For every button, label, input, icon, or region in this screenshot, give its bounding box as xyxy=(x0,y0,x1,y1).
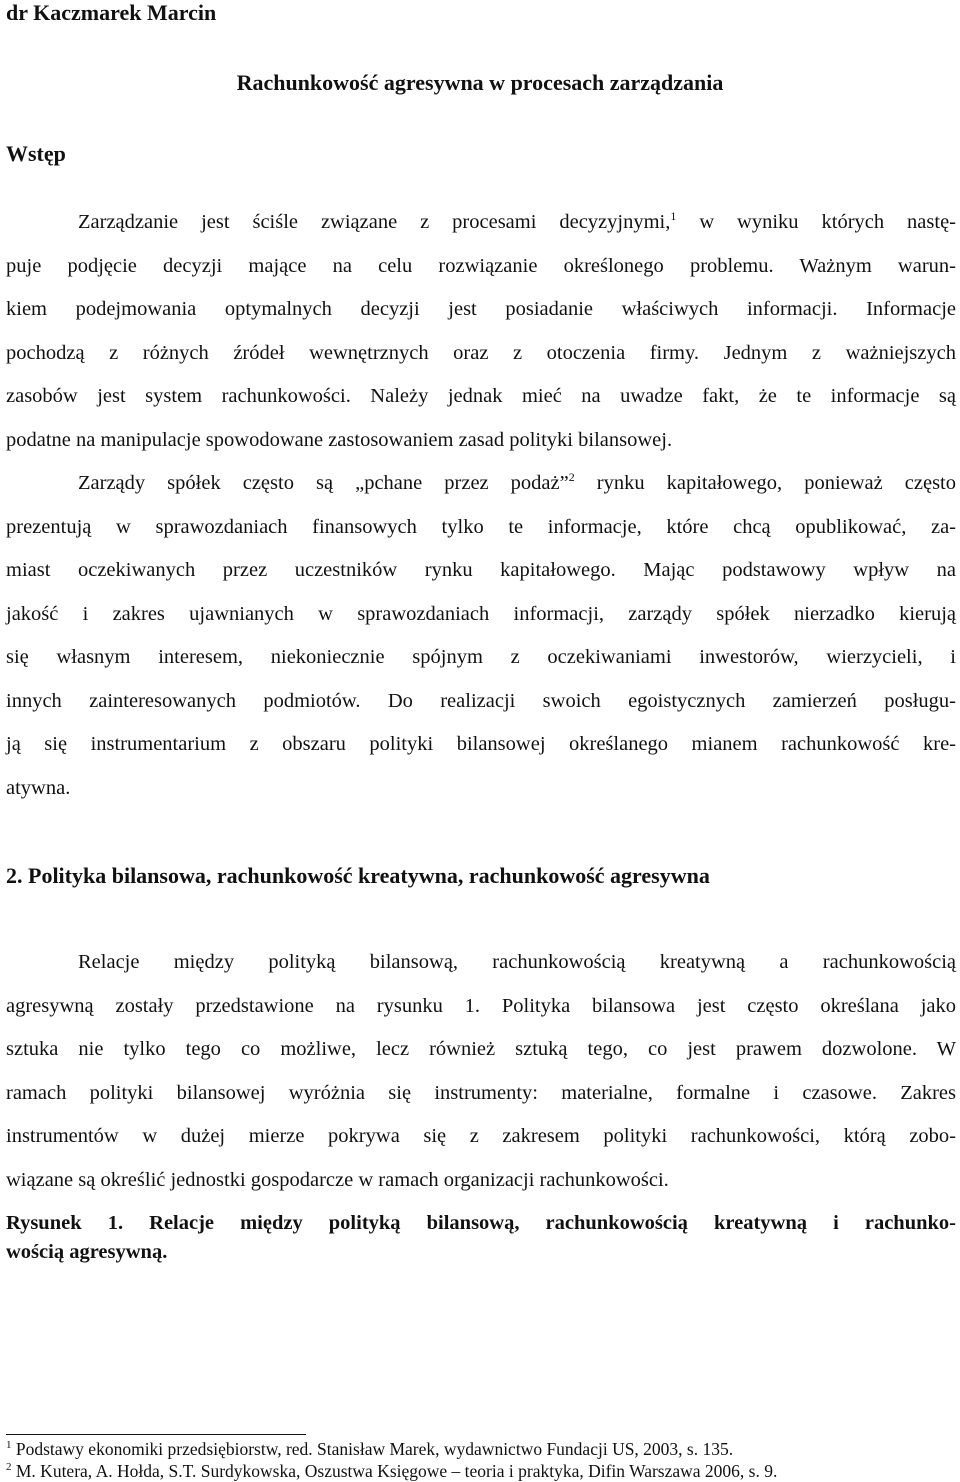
paragraph-line: instrumentów w dużej mierze pokrywa się z zakresem polityki rachunkowości, którą zobo- xyxy=(6,1125,956,1147)
paragraph-line: Zarządzanie jest ściśle związane z procesami decyzyjnymi,$^1$ w wyniku których nastę- xyxy=(78,209,956,233)
paragraph-line: ją się instrumentarium z obszaru polityki bilansowej określanego mianem rachunkowość kre- xyxy=(6,733,956,755)
author-name: dr Kaczmarek Marcin xyxy=(6,0,217,25)
paragraph-line: podatne na manipulacje spowodowane zastosowaniem zasad polityki bilansowej. xyxy=(6,428,673,451)
paragraph-line: pochodzą z różnych źródeł wewnętrznych oraz z otoczenia firmy. Jednym z ważniejszych xyxy=(6,341,956,364)
paragraph-line: agresywną zostały przedstawione na rysunku 1. Polityka bilansowa jest często określana jako xyxy=(6,994,956,1017)
footnote-1: $^1$ Podstawy ekonomiki przedsiębiorstw, red. Stanisław Marek, wydawnictwo Fundacji US, 2003, s. 135. xyxy=(6,1439,734,1459)
intro-paragraph-2 xyxy=(6,462,956,810)
paragraph-line: sztuka nie tylko tego co możliwe, lecz również sztuką tego, co jest prawem dozwolone. W xyxy=(6,1038,956,1060)
paragraph-line: atywna. xyxy=(6,776,71,799)
paragraph-line: innych zainteresowanych podmiotów. Do realizacji swoich egoistycznych zamierzeń posługu- xyxy=(6,689,956,712)
footnote-separator xyxy=(6,1434,306,1435)
paragraph-line: prezentują w sprawozdaniach finansowych tylko te informacje, które chcą opublikować, za- xyxy=(6,515,956,538)
caption-line: wością agresywną. xyxy=(6,1241,168,1263)
paragraph-line: jakość i zakres ujawnianych w sprawozdaniach informacji, zarządy spółek nierzadko kierują xyxy=(6,602,956,625)
footnote-2: $^2$ M. Kutera, A. Hołda, S.T. Surdykowska, Oszustwa Księgowe – teoria i praktyka, Difin Warszawa 2006, s. 9. xyxy=(6,1461,778,1481)
section-heading: 2. Polityka bilansowa, rachunkowość kreatywna, rachunkowość agresywna xyxy=(6,863,710,888)
paragraph-line: kiem podejmowania optymalnych decyzji jest posiadanie właściwych informacji. Informacje xyxy=(6,298,956,320)
paragraph-line: zasobów jest system rachunkowości. Należy jednak mieć na uwadze fakt, że te informacje są xyxy=(6,385,956,407)
intro-paragraph-1 xyxy=(6,201,956,462)
figure-caption xyxy=(6,1209,956,1267)
paragraph-line: wiązane są określić jednostki gospodarcze w ramach organizacji rachunkowości. xyxy=(6,1168,669,1191)
footnote-ref-2[interactable]: 2 xyxy=(568,470,575,485)
document-title: Rachunkowość agresywna w procesach zarządzania xyxy=(236,70,724,95)
paragraph-line: ramach polityki bilansowej wyróżnia się instrumenty: materialne, formalne i czasowe. Zakres xyxy=(6,1081,956,1104)
paragraph-line: Zarządy spółek często są „pchane przez podaż”$^2$ rynku kapitałowego, ponieważ często xyxy=(78,470,956,494)
paragraph-line: się własnym interesem, niekoniecznie spójnym z oczekiwaniami inwestorów, wierzycieli, i xyxy=(6,646,956,668)
footnotes xyxy=(6,1438,956,1482)
paragraph-line: miast oczekiwanych przez uczestników rynku kapitałowego. Mając podstawowy wpływ na xyxy=(6,559,956,581)
footnote-ref-1[interactable]: 1 xyxy=(670,209,677,224)
section-paragraph xyxy=(6,941,956,1202)
paragraph-line: puje podjęcie decyzji mające na celu rozwiązanie określonego problemu. Ważnym warun- xyxy=(6,254,956,277)
intro-heading: Wstęp xyxy=(6,141,66,166)
paragraph-line: Relacje między polityką bilansową, rachunkowością kreatywną a rachunkowością xyxy=(78,951,956,973)
caption-line: Rysunek 1. Relacje między polityką bilansową, rachunkowością kreatywną i rachunko- xyxy=(6,1212,956,1234)
